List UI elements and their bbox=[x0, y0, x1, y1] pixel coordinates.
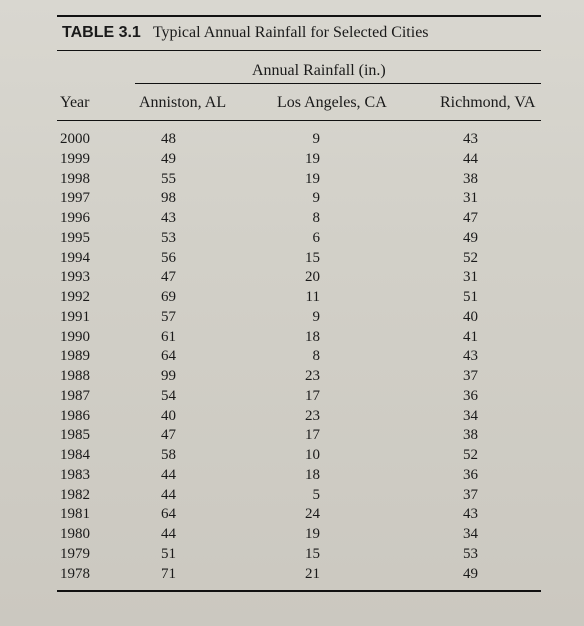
los-angeles-cell: 19 bbox=[305, 150, 320, 167]
anniston-cell: 54 bbox=[161, 387, 176, 404]
los-angeles-cell: 8 bbox=[312, 210, 320, 226]
los-angeles-cell: 9 bbox=[312, 308, 320, 325]
richmond-cell: 51 bbox=[463, 289, 478, 305]
spanner-rule bbox=[135, 83, 541, 84]
table-caption: Typical Annual Rainfall for Selected Cities bbox=[152, 24, 429, 41]
richmond-cell: 53 bbox=[463, 545, 478, 562]
bottom-rule bbox=[57, 590, 541, 592]
table-number: TABLE 3.1 bbox=[62, 24, 141, 41]
los-angeles-cell: 19 bbox=[305, 170, 320, 187]
year-cell: 1989 bbox=[60, 348, 90, 365]
richmond-cell: 37 bbox=[463, 368, 478, 384]
los-angeles-cell: 23 bbox=[305, 407, 320, 424]
los-angeles-cell: 8 bbox=[312, 348, 320, 365]
los-angeles-cell: 15 bbox=[305, 249, 320, 266]
richmond-cell: 38 bbox=[463, 170, 478, 187]
los-angeles-cell: 21 bbox=[305, 565, 320, 582]
column-header-los-angeles: Los Angeles, CA bbox=[277, 94, 387, 111]
year-cell: 1999 bbox=[60, 150, 90, 167]
top-rule bbox=[57, 15, 541, 17]
year-cell: 1994 bbox=[60, 249, 90, 266]
anniston-cell: 47 bbox=[161, 269, 176, 286]
column-header-anniston: Anniston, AL bbox=[139, 94, 227, 111]
anniston-cell: 47 bbox=[161, 427, 176, 444]
column-header-year: Year bbox=[60, 94, 90, 111]
year-cell: 1978 bbox=[60, 565, 90, 582]
los-angeles-cell: 5 bbox=[312, 486, 320, 503]
column-header-richmond: Richmond, VA bbox=[440, 94, 536, 111]
year-cell: 1997 bbox=[60, 190, 90, 207]
anniston-cell: 43 bbox=[161, 210, 176, 226]
year-cell: 1986 bbox=[60, 407, 90, 424]
anniston-cell: 53 bbox=[161, 229, 176, 246]
anniston-cell: 49 bbox=[161, 150, 176, 167]
year-cell: 1987 bbox=[60, 387, 90, 404]
richmond-cell: 43 bbox=[463, 348, 478, 365]
richmond-cell: 31 bbox=[463, 269, 478, 286]
los-angeles-cell: 17 bbox=[305, 387, 320, 404]
richmond-cell: 49 bbox=[463, 229, 478, 246]
richmond-cell: 47 bbox=[463, 210, 478, 226]
richmond-cell: 43 bbox=[463, 506, 478, 523]
los-angeles-cell: 17 bbox=[305, 427, 320, 444]
anniston-cell: 98 bbox=[161, 190, 176, 207]
los-angeles-cell: 24 bbox=[305, 506, 320, 523]
los-angeles-cell: 19 bbox=[305, 526, 320, 542]
anniston-cell: 71 bbox=[161, 565, 176, 582]
richmond-cell: 40 bbox=[463, 308, 478, 325]
year-cell: 1981 bbox=[60, 506, 90, 523]
anniston-cell: 55 bbox=[161, 170, 176, 187]
richmond-cell: 41 bbox=[463, 328, 478, 345]
anniston-cell: 44 bbox=[161, 466, 176, 483]
los-angeles-cell: 18 bbox=[305, 328, 320, 345]
anniston-cell: 64 bbox=[161, 506, 176, 523]
year-cell: 1991 bbox=[60, 308, 90, 325]
year-cell: 1985 bbox=[60, 427, 90, 444]
anniston-cell: 61 bbox=[161, 328, 176, 345]
anniston-cell: 64 bbox=[161, 348, 176, 365]
year-cell: 1993 bbox=[60, 269, 90, 286]
los-angeles-cell: 11 bbox=[305, 289, 320, 305]
year-cell: 1992 bbox=[60, 289, 90, 305]
anniston-cell: 51 bbox=[161, 545, 176, 562]
los-angeles-cell: 9 bbox=[312, 190, 320, 207]
bleed-through-text bbox=[40, 4, 44, 21]
richmond-cell: 44 bbox=[463, 150, 478, 167]
los-angeles-cell: 10 bbox=[305, 447, 320, 463]
richmond-cell: 37 bbox=[463, 486, 478, 503]
year-cell: 1982 bbox=[60, 486, 90, 503]
year-cell: 1988 bbox=[60, 368, 90, 384]
year-cell: 1983 bbox=[60, 466, 90, 483]
los-angeles-cell: 15 bbox=[305, 545, 320, 562]
richmond-cell: 36 bbox=[463, 466, 478, 483]
anniston-cell: 99 bbox=[161, 368, 176, 384]
richmond-cell: 38 bbox=[463, 427, 478, 444]
anniston-cell: 40 bbox=[161, 407, 176, 424]
year-cell: 1996 bbox=[60, 210, 90, 226]
los-angeles-cell: 23 bbox=[305, 368, 320, 384]
los-angeles-cell: 9 bbox=[312, 131, 320, 147]
table-title bbox=[62, 24, 429, 42]
richmond-cell: 34 bbox=[463, 526, 478, 542]
year-cell: 1990 bbox=[60, 328, 90, 345]
year-cell: 1984 bbox=[60, 447, 90, 463]
richmond-cell: 34 bbox=[463, 407, 478, 424]
year-cell: 1995 bbox=[60, 229, 90, 246]
anniston-cell: 48 bbox=[161, 131, 176, 147]
year-cell: 1979 bbox=[60, 545, 90, 562]
los-angeles-cell: 18 bbox=[305, 466, 320, 483]
year-cell: 1998 bbox=[60, 170, 90, 187]
richmond-cell: 49 bbox=[463, 565, 478, 582]
anniston-cell: 56 bbox=[161, 249, 176, 266]
title-rule bbox=[57, 50, 541, 51]
richmond-cell: 52 bbox=[463, 249, 478, 266]
richmond-cell: 31 bbox=[463, 190, 478, 207]
anniston-cell: 58 bbox=[161, 447, 176, 463]
richmond-cell: 43 bbox=[463, 131, 478, 147]
los-angeles-cell: 6 bbox=[312, 229, 320, 246]
richmond-cell: 52 bbox=[463, 447, 478, 463]
anniston-cell: 69 bbox=[161, 289, 176, 305]
anniston-cell: 57 bbox=[161, 308, 176, 325]
year-cell: 2000 bbox=[60, 131, 90, 147]
year-cell: 1980 bbox=[60, 526, 90, 542]
spanner-heading: Annual Rainfall (in.) bbox=[252, 62, 386, 79]
richmond-cell: 36 bbox=[463, 387, 478, 404]
header-rule bbox=[57, 120, 541, 121]
anniston-cell: 44 bbox=[161, 486, 176, 503]
los-angeles-cell: 20 bbox=[305, 269, 320, 286]
anniston-cell: 44 bbox=[161, 526, 176, 542]
